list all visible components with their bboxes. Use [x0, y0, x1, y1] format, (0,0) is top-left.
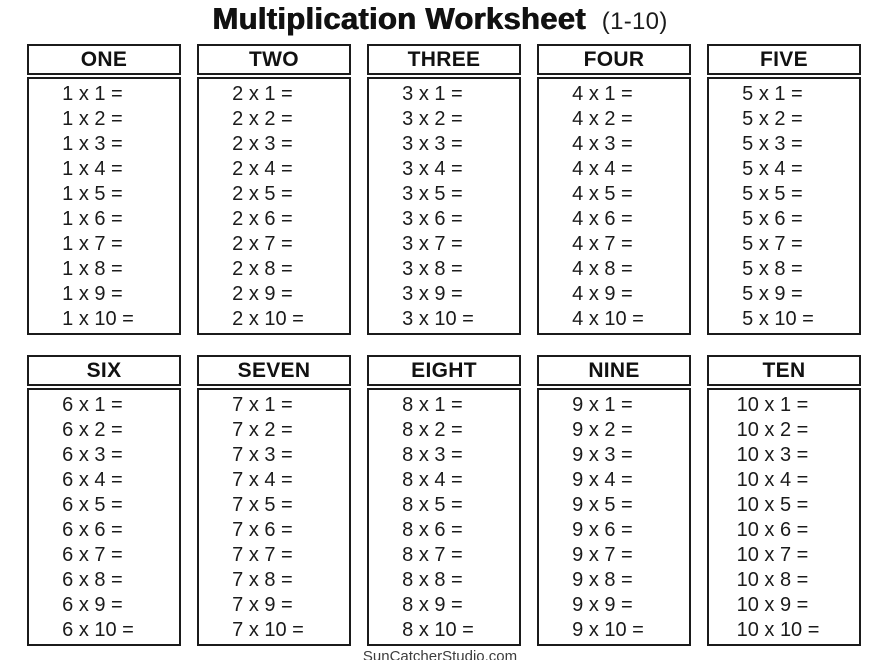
- problem-row: 9 x 9 =: [572, 594, 633, 616]
- problem-row: 6 x 2 =: [62, 419, 123, 441]
- table-header: THREE: [367, 44, 521, 75]
- problem-row: 8 x 2 =: [402, 419, 463, 441]
- problem-row: 5 x 7 =: [742, 233, 803, 255]
- problem-list: [737, 393, 832, 643]
- problem-row: 6 x 9 =: [62, 594, 123, 616]
- table-body: [537, 388, 691, 646]
- problem-row: 3 x 2 =: [402, 108, 463, 130]
- problem-row: 7 x 6 =: [232, 519, 293, 541]
- problem-row: 1 x 1 =: [62, 83, 123, 105]
- problem-row: 3 x 8 =: [402, 258, 463, 280]
- problem-row: 2 x 1 =: [232, 83, 293, 105]
- problem-row: 6 x 5 =: [62, 494, 123, 516]
- multiplication-table: [707, 44, 861, 335]
- problem-row: 7 x 4 =: [232, 469, 293, 491]
- watermark: SunCatcherStudio.com: [362, 648, 518, 660]
- problem-row: 2 x 5 =: [232, 183, 293, 205]
- problem-row: 7 x 1 =: [232, 394, 293, 416]
- problem-row: 2 x 4 =: [232, 158, 293, 180]
- problem-list: [572, 393, 656, 643]
- problem-row: 6 x 10 =: [62, 619, 134, 641]
- problem-row: 3 x 6 =: [402, 208, 463, 230]
- problem-row: 4 x 3 =: [572, 133, 633, 155]
- problem-list: [62, 393, 146, 643]
- problem-row: 7 x 9 =: [232, 594, 293, 616]
- problem-row: 6 x 1 =: [62, 394, 123, 416]
- problem-list: [232, 82, 316, 332]
- problem-row: 10 x 4 =: [736, 469, 809, 491]
- table-body: [707, 77, 861, 335]
- problem-row: 4 x 1 =: [572, 83, 633, 105]
- table-header: FOUR: [537, 44, 691, 75]
- worksheet-title: [0, 1, 880, 37]
- problem-row: 8 x 10 =: [402, 619, 474, 641]
- table-header: SIX: [27, 355, 181, 386]
- problem-row: 4 x 10 =: [572, 308, 644, 330]
- problem-row: 1 x 7 =: [62, 233, 123, 255]
- problem-row: 5 x 8 =: [742, 258, 803, 280]
- problem-row: 9 x 3 =: [572, 444, 633, 466]
- table-body: [197, 388, 351, 646]
- problem-row: 2 x 7 =: [232, 233, 293, 255]
- problem-row: 9 x 7 =: [572, 544, 633, 566]
- problem-row: 1 x 3 =: [62, 133, 123, 155]
- problem-row: 5 x 6 =: [742, 208, 803, 230]
- problem-row: 8 x 6 =: [402, 519, 463, 541]
- problem-row: 1 x 6 =: [62, 208, 123, 230]
- problem-row: 1 x 2 =: [62, 108, 123, 130]
- problem-row: 8 x 5 =: [402, 494, 463, 516]
- problem-row: 1 x 8 =: [62, 258, 123, 280]
- problem-row: 10 x 3 =: [736, 444, 809, 466]
- table-body: [27, 388, 181, 646]
- problem-row: 1 x 9 =: [62, 283, 123, 305]
- problem-list: [402, 82, 486, 332]
- problem-row: 5 x 4 =: [742, 158, 803, 180]
- problem-row: 4 x 4 =: [572, 158, 633, 180]
- problem-row: 5 x 9 =: [742, 283, 803, 305]
- table-body: [197, 77, 351, 335]
- problem-row: 9 x 8 =: [572, 569, 633, 591]
- problem-row: 8 x 9 =: [402, 594, 463, 616]
- problem-row: 10 x 8 =: [736, 569, 809, 591]
- problem-row: 2 x 6 =: [232, 208, 293, 230]
- problem-row: 8 x 4 =: [402, 469, 463, 491]
- table-body: [707, 388, 861, 646]
- problem-row: 2 x 3 =: [232, 133, 293, 155]
- table-body: [537, 77, 691, 335]
- table-body: [367, 77, 521, 335]
- problem-row: 7 x 8 =: [232, 569, 293, 591]
- problem-row: 5 x 3 =: [742, 133, 803, 155]
- multiplication-table: [537, 44, 691, 335]
- table-header: TEN: [707, 355, 861, 386]
- problem-row: 5 x 5 =: [742, 183, 803, 205]
- multiplication-table: [27, 44, 181, 335]
- problem-row: 1 x 4 =: [62, 158, 123, 180]
- problem-row: 9 x 6 =: [572, 519, 633, 541]
- problem-row: 7 x 5 =: [232, 494, 293, 516]
- problem-row: 10 x 5 =: [736, 494, 809, 516]
- table-body: [367, 388, 521, 646]
- multiplication-table: [197, 44, 351, 335]
- multiplication-table: [367, 355, 521, 646]
- problem-list: [62, 82, 146, 332]
- problem-row: 9 x 1 =: [572, 394, 633, 416]
- multiplication-table: [197, 355, 351, 646]
- table-header: TWO: [197, 44, 351, 75]
- problem-row: 5 x 1 =: [742, 83, 803, 105]
- problem-row: 6 x 3 =: [62, 444, 123, 466]
- problem-row: 10 x 10 =: [736, 619, 820, 641]
- problem-row: 10 x 9 =: [736, 594, 809, 616]
- problem-row: 8 x 8 =: [402, 569, 463, 591]
- problem-row: 4 x 5 =: [572, 183, 633, 205]
- problem-row: 7 x 3 =: [232, 444, 293, 466]
- problem-row: 3 x 7 =: [402, 233, 463, 255]
- problem-row: 3 x 4 =: [402, 158, 463, 180]
- multiplication-table: [27, 355, 181, 646]
- problem-row: 10 x 2 =: [736, 419, 809, 441]
- multiplication-table: [707, 355, 861, 646]
- problem-row: 2 x 2 =: [232, 108, 293, 130]
- table-header: NINE: [537, 355, 691, 386]
- problem-row: 4 x 9 =: [572, 283, 633, 305]
- problem-list: [402, 393, 486, 643]
- problem-row: 4 x 2 =: [572, 108, 633, 130]
- tables-grid: [27, 44, 861, 646]
- problem-row: 1 x 5 =: [62, 183, 123, 205]
- problem-row: 3 x 5 =: [402, 183, 463, 205]
- problem-row: 8 x 7 =: [402, 544, 463, 566]
- problem-row: 4 x 7 =: [572, 233, 633, 255]
- problem-row: 9 x 5 =: [572, 494, 633, 516]
- problem-row: 4 x 8 =: [572, 258, 633, 280]
- problem-row: 2 x 10 =: [232, 308, 304, 330]
- problem-row: 9 x 4 =: [572, 469, 633, 491]
- problem-list: [232, 393, 316, 643]
- problem-row: 6 x 7 =: [62, 544, 123, 566]
- multiplication-table: [537, 355, 691, 646]
- problem-row: 8 x 3 =: [402, 444, 463, 466]
- problem-list: [742, 82, 826, 332]
- table-header: EIGHT: [367, 355, 521, 386]
- problem-row: 3 x 9 =: [402, 283, 463, 305]
- problem-row: 2 x 8 =: [232, 258, 293, 280]
- title-text: Multiplication Worksheet: [212, 1, 586, 36]
- problem-row: 7 x 10 =: [232, 619, 304, 641]
- title-range: (1-10): [601, 8, 668, 35]
- table-header: SEVEN: [197, 355, 351, 386]
- problem-row: 6 x 6 =: [62, 519, 123, 541]
- problem-row: 10 x 7 =: [736, 544, 809, 566]
- problem-row: 1 x 10 =: [62, 308, 134, 330]
- problem-row: 10 x 1 =: [736, 394, 809, 416]
- problem-row: 9 x 2 =: [572, 419, 633, 441]
- problem-row: 2 x 9 =: [232, 283, 293, 305]
- problem-row: 5 x 2 =: [742, 108, 803, 130]
- table-header: ONE: [27, 44, 181, 75]
- multiplication-table: [367, 44, 521, 335]
- problem-row: 8 x 1 =: [402, 394, 463, 416]
- problem-row: 6 x 8 =: [62, 569, 123, 591]
- problem-row: 3 x 1 =: [402, 83, 463, 105]
- problem-row: 7 x 2 =: [232, 419, 293, 441]
- problem-row: 5 x 10 =: [742, 308, 814, 330]
- problem-row: 6 x 4 =: [62, 469, 123, 491]
- problem-row: 4 x 6 =: [572, 208, 633, 230]
- problem-row: 9 x 10 =: [572, 619, 644, 641]
- problem-row: 7 x 7 =: [232, 544, 293, 566]
- problem-row: 3 x 10 =: [402, 308, 474, 330]
- table-header: FIVE: [707, 44, 861, 75]
- problem-list: [572, 82, 656, 332]
- problem-row: 10 x 6 =: [736, 519, 809, 541]
- table-body: [27, 77, 181, 335]
- problem-row: 3 x 3 =: [402, 133, 463, 155]
